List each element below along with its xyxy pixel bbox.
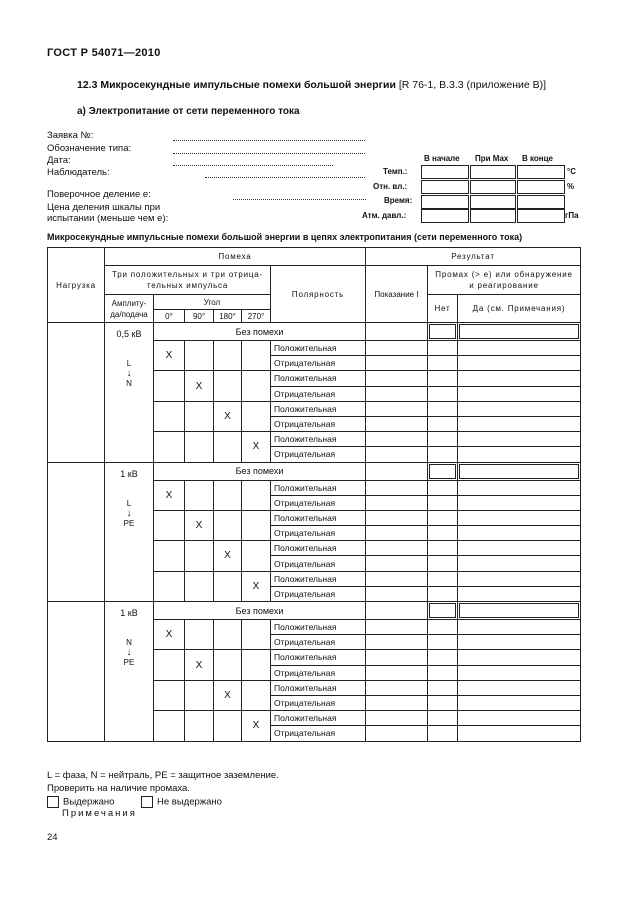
- time-start-cell[interactable]: [421, 195, 469, 209]
- polarity-positive: Положительная: [271, 711, 366, 726]
- polarity-negative: Отрицательная: [271, 416, 366, 431]
- no-interference-label: Без помехи: [154, 323, 366, 341]
- angle-mark-cell[interactable]: [242, 680, 271, 710]
- yes-cell[interactable]: [458, 695, 581, 710]
- angle-mark-cell[interactable]: [154, 680, 185, 710]
- observer-label: Наблюдатель:: [47, 167, 110, 178]
- connection-path: [105, 359, 153, 389]
- yes-cell[interactable]: [458, 556, 581, 571]
- angle-mark-cell[interactable]: X: [185, 510, 214, 540]
- no-cell[interactable]: [428, 432, 458, 447]
- angle-180: 180°: [214, 310, 242, 323]
- reading-cell[interactable]: [366, 680, 428, 695]
- reading-cell[interactable]: [366, 386, 428, 401]
- angle-mark-cell[interactable]: [154, 371, 185, 401]
- unit-percent: %: [567, 182, 575, 191]
- angle-mark-cell[interactable]: [214, 341, 242, 371]
- yes-cell[interactable]: [458, 341, 581, 356]
- no-cell[interactable]: [428, 635, 458, 650]
- yes-cell[interactable]: [458, 711, 581, 726]
- connection-path: [105, 638, 153, 668]
- angle-mark-cell[interactable]: X: [242, 711, 271, 741]
- angle-mark-cell[interactable]: X: [154, 341, 185, 371]
- humidity-start-cell[interactable]: [421, 180, 469, 194]
- no-baseline-box[interactable]: [429, 603, 456, 618]
- date-field[interactable]: [173, 165, 333, 166]
- yes-cell[interactable]: [458, 510, 581, 525]
- angle-mark-cell[interactable]: [185, 620, 214, 650]
- no-cell[interactable]: [428, 541, 458, 556]
- section-subtitle: а) Электропитание от сети переменного тока: [77, 106, 300, 117]
- scale-div-label-1: Цена деления шкалы при: [47, 202, 161, 213]
- calib-div-label: Поверочное деление е:: [47, 189, 151, 200]
- angle-mark-cell[interactable]: X: [185, 371, 214, 401]
- no-interference-label: Без помехи: [154, 602, 366, 620]
- angle-mark-cell[interactable]: [214, 650, 242, 680]
- angle-mark-cell[interactable]: X: [154, 620, 185, 650]
- connection-from: L: [126, 498, 132, 508]
- angle-mark-cell[interactable]: [154, 432, 185, 462]
- no-cell[interactable]: [428, 371, 458, 386]
- reading-cell[interactable]: [366, 586, 428, 601]
- angle-mark-cell[interactable]: [214, 371, 242, 401]
- angle-mark-cell[interactable]: [214, 510, 242, 540]
- angle-90: 90°: [185, 310, 214, 323]
- reading-cell[interactable]: [366, 371, 428, 386]
- yes-cell[interactable]: [458, 356, 581, 371]
- reading-cell[interactable]: [366, 665, 428, 680]
- doc-header: ГОСТ Р 54071—2010: [47, 47, 161, 59]
- table-row: [48, 602, 581, 620]
- type-label: Обозначение типа:: [47, 143, 132, 154]
- angle-mark-cell[interactable]: [185, 680, 214, 710]
- temp-start-cell[interactable]: [421, 165, 469, 179]
- yes-cell[interactable]: [458, 635, 581, 650]
- angle-mark-cell[interactable]: [214, 571, 242, 601]
- results-table: [47, 247, 581, 742]
- yes-cell[interactable]: [458, 650, 581, 665]
- reading-cell[interactable]: [366, 356, 428, 371]
- angle-mark-cell[interactable]: [154, 541, 185, 571]
- connection-path: [105, 499, 153, 529]
- yes-baseline-cell[interactable]: [458, 462, 581, 480]
- reading-cell[interactable]: [366, 495, 428, 510]
- yes-cell[interactable]: [458, 401, 581, 416]
- angle-mark-cell[interactable]: [242, 371, 271, 401]
- reading-cell[interactable]: [366, 711, 428, 726]
- angle-mark-cell[interactable]: [214, 480, 242, 510]
- angle-mark-cell[interactable]: [242, 620, 271, 650]
- yes-cell[interactable]: [458, 526, 581, 541]
- header-three-pulses: [105, 266, 271, 295]
- reading-cell[interactable]: [366, 341, 428, 356]
- yes-cell[interactable]: [458, 571, 581, 586]
- section-title: [77, 79, 546, 91]
- no-baseline-cell[interactable]: [428, 602, 458, 620]
- polarity-negative: Отрицательная: [271, 526, 366, 541]
- header-reading: Показание I: [366, 266, 428, 323]
- angle-0: 0°: [154, 310, 185, 323]
- reading-cell[interactable]: [366, 620, 428, 635]
- yes-cell[interactable]: [458, 541, 581, 556]
- polarity-positive: Положительная: [271, 571, 366, 586]
- pressure-end-cell[interactable]: [517, 209, 565, 223]
- polarity-positive: Положительная: [271, 620, 366, 635]
- no-baseline-box[interactable]: [429, 324, 456, 339]
- no-cell[interactable]: [428, 665, 458, 680]
- reading-cell[interactable]: [366, 541, 428, 556]
- humidity-max-cell[interactable]: [470, 180, 516, 194]
- no-cell[interactable]: [428, 586, 458, 601]
- polarity-positive: Положительная: [271, 650, 366, 665]
- angle-mark-cell[interactable]: X: [242, 432, 271, 462]
- legend-text: L = фаза, N = нейтраль, PE = защитное заземление.: [47, 770, 279, 781]
- yes-baseline-box[interactable]: [459, 324, 579, 339]
- no-baseline-cell[interactable]: [428, 323, 458, 341]
- no-cell[interactable]: [428, 571, 458, 586]
- polarity-negative: Отрицательная: [271, 586, 366, 601]
- observer-field[interactable]: [205, 177, 365, 178]
- humidity-end-cell[interactable]: [517, 180, 565, 194]
- no-cell[interactable]: [428, 695, 458, 710]
- passed-checkbox[interactable]: [47, 796, 59, 808]
- table-row: [48, 323, 581, 341]
- angle-mark-cell[interactable]: [242, 541, 271, 571]
- measure-col-end: В конце: [522, 154, 553, 163]
- date-label: Дата:: [47, 155, 71, 166]
- header-yes: Да (см. Примечания): [458, 295, 581, 323]
- reading-cell[interactable]: [366, 571, 428, 586]
- no-cell[interactable]: [428, 556, 458, 571]
- reading-cell[interactable]: [366, 432, 428, 447]
- measure-col-start: В начале: [424, 154, 460, 163]
- connection-to: PE: [123, 658, 135, 667]
- polarity-negative: Отрицательная: [271, 665, 366, 680]
- header-miss-2: и реагирование: [469, 281, 539, 290]
- table-title: Микросекундные импульсные помехи большой энергии в цепях электропитания (сети переменного тока): [47, 232, 523, 242]
- no-cell[interactable]: [428, 510, 458, 525]
- no-cell[interactable]: [428, 480, 458, 495]
- scale-div-label-2: испытании (меньше чем е):: [47, 213, 169, 224]
- yes-cell[interactable]: [458, 432, 581, 447]
- load-cell: [48, 462, 105, 602]
- header-angle: Угол: [154, 295, 271, 310]
- reading-cell[interactable]: [366, 726, 428, 741]
- header-amplitude-1: Амплиту-: [111, 298, 147, 308]
- no-cell[interactable]: [428, 680, 458, 695]
- reading-cell[interactable]: [366, 526, 428, 541]
- no-cell[interactable]: [428, 447, 458, 462]
- angle-270: 270°: [242, 310, 271, 323]
- yes-cell[interactable]: [458, 665, 581, 680]
- polarity-positive: Положительная: [271, 480, 366, 495]
- no-cell[interactable]: [428, 650, 458, 665]
- table-row: [48, 462, 581, 480]
- reading-baseline-cell[interactable]: [366, 462, 428, 480]
- passed-label: Выдержано: [63, 796, 115, 808]
- load-cell: [48, 602, 105, 742]
- header-miss-1: Промах (> e) или обнаружение: [435, 270, 573, 279]
- header-miss: [428, 266, 581, 295]
- header-result: Результат: [366, 248, 581, 266]
- calib-div-field[interactable]: [233, 199, 366, 200]
- no-cell[interactable]: [428, 401, 458, 416]
- header-amplitude: [105, 295, 154, 323]
- polarity-negative: Отрицательная: [271, 386, 366, 401]
- angle-mark-cell[interactable]: [185, 541, 214, 571]
- header-load: Нагрузка: [48, 248, 105, 323]
- amplitude-value: 1 кВ: [120, 468, 138, 479]
- angle-mark-cell[interactable]: X: [214, 680, 242, 710]
- yes-cell[interactable]: [458, 495, 581, 510]
- no-cell[interactable]: [428, 726, 458, 741]
- notes-label: Примечания: [62, 808, 137, 819]
- polarity-positive: Положительная: [271, 401, 366, 416]
- polarity-negative: Отрицательная: [271, 356, 366, 371]
- page-number: 24: [47, 832, 58, 843]
- polarity-positive: Положительная: [271, 510, 366, 525]
- no-baseline-box[interactable]: [429, 464, 456, 479]
- angle-mark-cell[interactable]: [154, 510, 185, 540]
- no-cell[interactable]: [428, 356, 458, 371]
- reading-cell[interactable]: [366, 447, 428, 462]
- yes-cell[interactable]: [458, 447, 581, 462]
- yes-baseline-box[interactable]: [459, 603, 579, 618]
- no-baseline-cell[interactable]: [428, 462, 458, 480]
- yes-cell[interactable]: [458, 586, 581, 601]
- angle-mark-cell[interactable]: [242, 510, 271, 540]
- pressure-start-cell[interactable]: [421, 209, 469, 223]
- passed-option[interactable]: [47, 796, 114, 808]
- angle-mark-cell[interactable]: [185, 401, 214, 431]
- no-interference-label: Без помехи: [154, 462, 366, 480]
- angle-mark-cell[interactable]: X: [185, 650, 214, 680]
- polarity-negative: Отрицательная: [271, 726, 366, 741]
- failed-label: Не выдержано: [157, 796, 222, 808]
- measure-col-max: При Max: [475, 154, 509, 163]
- amplitude-cell: [105, 602, 154, 742]
- amplitude-value: 0,5 кВ: [116, 329, 142, 339]
- time-max-cell[interactable]: [470, 195, 516, 209]
- unit-hpa: гПа: [565, 211, 579, 220]
- yes-baseline-cell[interactable]: [458, 323, 581, 341]
- yes-baseline-box[interactable]: [459, 464, 579, 479]
- angle-mark-cell[interactable]: [185, 711, 214, 741]
- header-three-pulses-1: Три положительных и три отрица-: [112, 270, 263, 279]
- amplitude-cell: [105, 323, 154, 463]
- header-polarity: Полярность: [271, 266, 366, 323]
- header-interference: Помеха: [105, 248, 366, 266]
- arrow-down-icon: ↓: [126, 368, 132, 379]
- header-no: Нет: [428, 295, 458, 323]
- reading-cell[interactable]: [366, 635, 428, 650]
- connection-to: PE: [123, 518, 135, 528]
- polarity-positive: Положительная: [271, 432, 366, 447]
- time-end-cell[interactable]: [517, 195, 565, 209]
- angle-mark-cell[interactable]: [154, 401, 185, 431]
- polarity-positive: Положительная: [271, 341, 366, 356]
- yes-cell[interactable]: [458, 680, 581, 695]
- polarity-negative: Отрицательная: [271, 447, 366, 462]
- polarity-negative: Отрицательная: [271, 495, 366, 510]
- no-cell[interactable]: [428, 341, 458, 356]
- failed-checkbox[interactable]: [141, 796, 153, 808]
- angle-mark-cell[interactable]: X: [154, 480, 185, 510]
- connection-from: L: [126, 359, 132, 368]
- application-field[interactable]: [173, 140, 365, 141]
- yes-baseline-cell[interactable]: [458, 602, 581, 620]
- angle-mark-cell[interactable]: [154, 650, 185, 680]
- no-cell[interactable]: [428, 495, 458, 510]
- angle-mark-cell[interactable]: [214, 432, 242, 462]
- polarity-positive: Положительная: [271, 680, 366, 695]
- reading-cell[interactable]: [366, 695, 428, 710]
- yes-cell[interactable]: [458, 726, 581, 741]
- reading-cell[interactable]: [366, 510, 428, 525]
- angle-mark-cell[interactable]: [242, 650, 271, 680]
- polarity-negative: Отрицательная: [271, 635, 366, 650]
- yes-cell[interactable]: [458, 416, 581, 431]
- arrow-down-icon: ↓: [126, 647, 132, 658]
- pressure-max-cell[interactable]: [470, 209, 516, 223]
- yes-cell[interactable]: [458, 371, 581, 386]
- amplitude-cell: [105, 462, 154, 602]
- connection-from: N: [126, 638, 132, 647]
- angle-mark-cell[interactable]: [154, 571, 185, 601]
- application-label: Заявка №:: [47, 130, 94, 141]
- yes-cell[interactable]: [458, 480, 581, 495]
- polarity-negative: Отрицательная: [271, 695, 366, 710]
- yes-cell[interactable]: [458, 620, 581, 635]
- angle-mark-cell[interactable]: [242, 480, 271, 510]
- angle-mark-cell[interactable]: [242, 341, 271, 371]
- reading-cell[interactable]: [366, 650, 428, 665]
- amplitude-value: 1 кВ: [120, 608, 138, 618]
- section-title-bold: 12.3 Микросекундные импульсные помехи большой энергии: [77, 79, 396, 91]
- reading-cell[interactable]: [366, 556, 428, 571]
- polarity-positive: Положительная: [271, 541, 366, 556]
- angle-mark-cell[interactable]: [185, 480, 214, 510]
- no-cell[interactable]: [428, 386, 458, 401]
- measure-row-temp: Темп.:: [383, 167, 408, 176]
- no-cell[interactable]: [428, 526, 458, 541]
- reading-baseline-cell[interactable]: [366, 323, 428, 341]
- reading-cell[interactable]: [366, 480, 428, 495]
- header-amplitude-2: да/подача: [110, 309, 148, 319]
- no-cell[interactable]: [428, 620, 458, 635]
- angle-mark-cell[interactable]: [214, 711, 242, 741]
- section-title-ref: [R 76-1, B.3.3 (приложение B)]: [395, 79, 547, 91]
- measure-row-time: Время:: [384, 196, 413, 205]
- yes-cell[interactable]: [458, 386, 581, 401]
- reading-cell[interactable]: [366, 416, 428, 431]
- connection-to: N: [126, 379, 132, 388]
- angle-mark-cell[interactable]: X: [242, 571, 271, 601]
- check-text: Проверить на наличие промаха.: [47, 783, 190, 794]
- no-cell[interactable]: [428, 711, 458, 726]
- arrow-down-icon: ↓: [126, 507, 132, 519]
- polarity-negative: Отрицательная: [271, 556, 366, 571]
- type-field[interactable]: [173, 153, 365, 154]
- failed-option[interactable]: [141, 796, 222, 808]
- no-cell[interactable]: [428, 416, 458, 431]
- load-cell: [48, 323, 105, 463]
- measure-row-humidity: Отн. вл.:: [373, 182, 408, 191]
- angle-mark-cell[interactable]: [185, 432, 214, 462]
- reading-cell[interactable]: [366, 401, 428, 416]
- angle-mark-cell[interactable]: [214, 620, 242, 650]
- reading-baseline-cell[interactable]: [366, 602, 428, 620]
- angle-mark-cell[interactable]: [154, 711, 185, 741]
- angle-mark-cell[interactable]: [185, 341, 214, 371]
- temp-end-cell[interactable]: [517, 165, 565, 179]
- measure-row-pressure: Атм. давл.:: [362, 211, 407, 220]
- angle-mark-cell[interactable]: [242, 401, 271, 431]
- polarity-positive: Положительная: [271, 371, 366, 386]
- temp-max-cell[interactable]: [470, 165, 516, 179]
- angle-mark-cell[interactable]: X: [214, 541, 242, 571]
- header-three-pulses-2: тельных импульса: [146, 281, 229, 290]
- angle-mark-cell[interactable]: [185, 571, 214, 601]
- angle-mark-cell[interactable]: X: [214, 401, 242, 431]
- unit-celsius: °C: [567, 167, 576, 176]
